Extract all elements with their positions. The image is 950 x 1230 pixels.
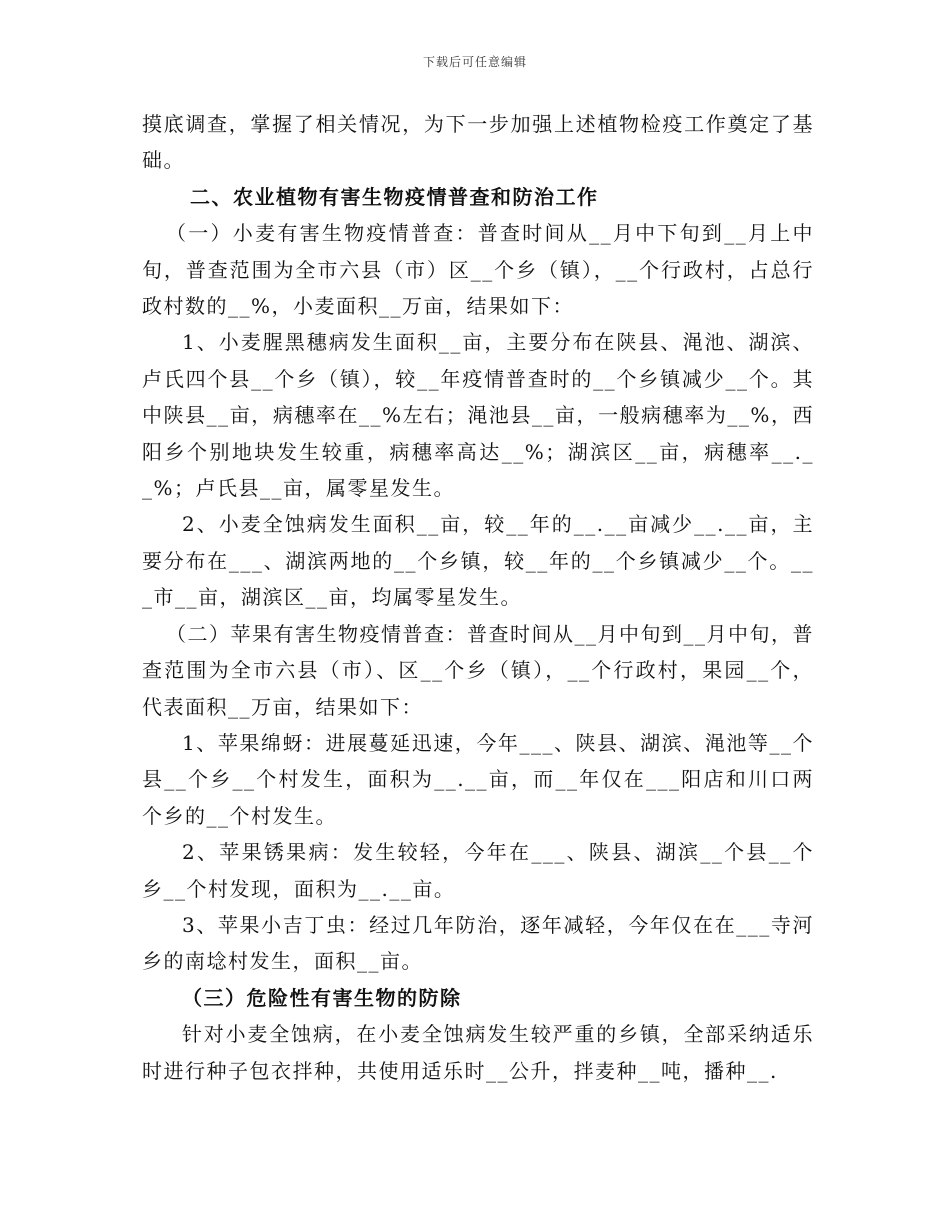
document-body (142, 106, 814, 1089)
paragraph-apple-scar: 2、苹果锈果病：发生较轻，今年在___、陕县、湖滨__个县__个乡__个村发现，面积为__.__亩。 (142, 840, 814, 901)
section-heading-2: 二、农业植物有害生物疫情普查和防治工作 (190, 184, 599, 209)
paragraph-apple-survey: （二）苹果有害生物疫情普查：普查时间从__月中旬到__月中旬，普查范围为全市六县（市）、区__个乡（镇），__个行政村，果园__个，代表面积__万亩，结果如下： (142, 621, 814, 719)
paragraph-wheat-smut: 1、小麦腥黑穗病发生面积__亩，主要分布在陕县、渑池、湖滨、卢氏四个县__个乡（镇），较__年疫情普查时的__个乡镇减少__个。其中陕县__亩，病穗率在__%左右；渑池县__亩，一般病穗率为__%，西阳乡个别地块发生较重，病穗率高达__%；湖滨区__亩，病穗率__._ _%；卢氏县__亩，属零星发生。 (142, 330, 814, 501)
paragraph-apple-buprestid: 3、苹果小吉丁虫：经过几年防治，逐年减轻，今年仅在在___寺河乡的南埝村发生，面积__亩。 (142, 912, 814, 974)
paragraph-apple-aphid: 1、苹果绵蚜：进展蔓延迅速，今年___、陕县、湖滨、渑池等__个县__个乡__个村发生，面积为__.__亩，而__年仅在___阳店和川口两个乡的__个村发生。 (142, 730, 814, 828)
paragraph-wheat-survey: （一）小麦有害生物疫情普查：普查时间从__月中下旬到__月上中旬，普查范围为全市六县（市）区__个乡（镇），__个行政村，占总行政村数的__%，小麦面积__万亩，结果如下： (142, 221, 814, 319)
paragraph-control: 针对小麦全蚀病，在小麦全蚀病发生较严重的乡镇，全部采纳适乐时进行种子包衣拌种，共使用适乐时__公升，拌麦种__吨，播种__. (142, 1022, 814, 1083)
paragraph-intro: 摸底调查，掌握了相关情况，为下一步加强上述植物检疫工作奠定了基础。 (142, 112, 814, 173)
section-heading-3: （三）危险性有害生物的防除 (182, 985, 462, 1010)
page-header: 下载后可任意编辑 (422, 55, 527, 69)
paragraph-wheat-takeall: 2、小麦全蚀病发生面积__亩，较__年的__.__亩减少__.__亩，主要分布在___、湖滨两地的__个乡镇，较__年的__个乡镇减少__个。__ _市__亩，湖滨区__亩，均属零星发生。 (142, 512, 814, 610)
